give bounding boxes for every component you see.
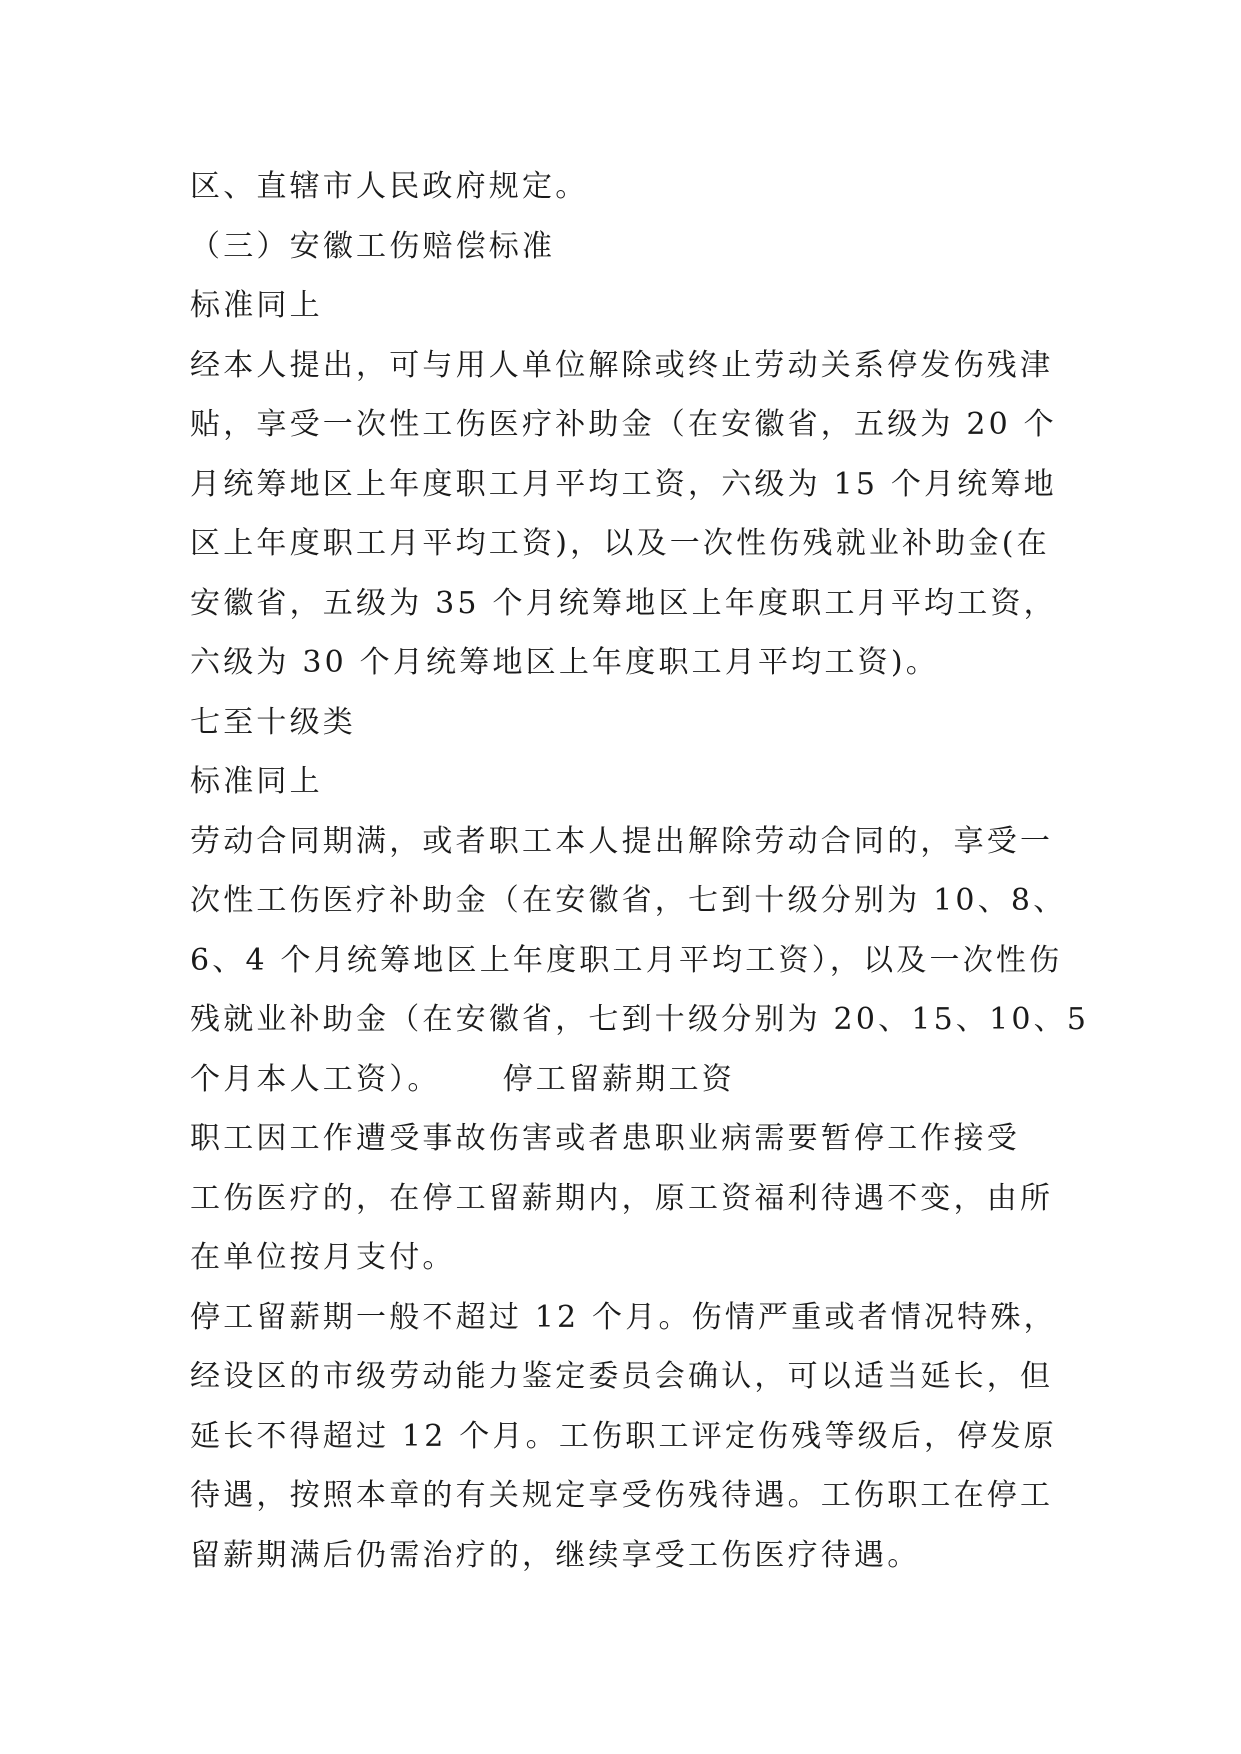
text-line: 工伤医疗的，在停工留薪期内，原工资福利待遇不变，由所 [190, 1180, 1054, 1216]
text-line: 在单位按月支付。 [190, 1240, 456, 1275]
text-line: 经本人提出，可与用人单位解除或终止劳动关系停发伤残津 [190, 347, 1054, 383]
text-line: 区、直辖市人民政府规定。 [190, 169, 589, 204]
text-line: 标准同上 [190, 288, 323, 323]
text-line: 劳动合同期满，或者职工本人提出解除劳动合同的，享受一 [190, 823, 1054, 859]
text-line: 安徽省，五级为 35 个月统筹地区上年度职工月平均工资， [190, 585, 1057, 621]
section-heading: （三）安徽工伤赔偿标准 [190, 228, 556, 264]
document-body [190, 157, 1090, 1585]
text-line: 六级为 30 个月统筹地区上年度职工月平均工资)。 [190, 645, 939, 680]
text-line: 经设区的市级劳动能力鉴定委员会确认，可以适当延长，但 [190, 1359, 1054, 1394]
text-line: 延长不得超过 12 个月。工伤职工评定伤残等级后，停发原 [190, 1418, 1057, 1454]
text-fragment: 个月本人工资）。 [190, 1061, 441, 1097]
text-line: 停工留薪期一般不超过 12 个月。伤情严重或者情况特殊， [190, 1299, 1057, 1335]
text-line: 6、4 个月统筹地区上年度职工月平均工资），以及一次性伤 [190, 942, 1063, 978]
text-line: 职工因工作遭受事故伤害或者患职业病需要暂停工作接受 [190, 1121, 1020, 1156]
text-line: 残就业补助金（在安徽省，七到十级分别为 20、15、10、5 [190, 1002, 1090, 1037]
text-line: 月统筹地区上年度职工月平均工资，六级为 15 个月统筹地 [190, 466, 1057, 502]
text-line: 标准同上 [190, 764, 323, 799]
inline-heading: 停工留薪期工资 [502, 1061, 736, 1097]
text-line: 待遇，按照本章的有关规定享受伤残待遇。工伤职工在停工 [190, 1478, 1054, 1513]
text-line: 次性工伤医疗补助金（在安徽省，七到十级分别为 10、8、 [190, 883, 1067, 918]
text-line: 贴，享受一次性工伤医疗补助金（在安徽省，五级为 20 个 [190, 407, 1057, 442]
text-line-with-heading [190, 1050, 1060, 1110]
text-line: 区上年度职工月平均工资)，以及一次性伤残就业补助金(在 [190, 526, 1050, 561]
text-line: 留薪期满后仍需治疗的，继续享受工伤医疗待遇。 [190, 1537, 921, 1573]
category-heading: 七至十级类 [190, 704, 356, 740]
